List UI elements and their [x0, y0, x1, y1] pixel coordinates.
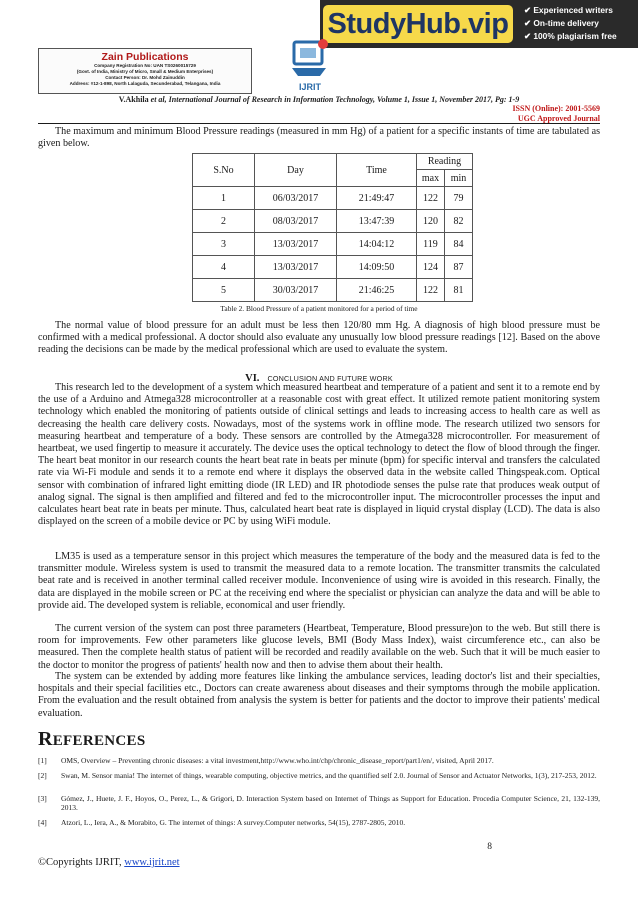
conclusion-paragraph-2: LM35 is used as a temperature sensor in this project which measures the temperature of the body and the measured data is fed to the transmitter module. Wireless system is used to transmit the measured data to a remote location. The transmitter transmits the calculated beat rate and is received in another terminal called receiver module. Inconvenience of using wire is avoided in this research. Finally, the data are displayed in the mobile screen or PC at the receiving end where the specialist or physician can analyze the data and will be able to provide aid. The developed system is reliable, economical and user friendly.	[38, 551, 600, 611]
reference-number: [3]	[38, 794, 47, 803]
studyhub-banner[interactable]	[320, 0, 638, 48]
table-row	[193, 256, 473, 279]
copyright-footer	[38, 857, 180, 868]
header-max: max	[417, 170, 445, 187]
reference-item	[38, 794, 600, 813]
cell-time: 13:47:39	[337, 210, 417, 233]
header-sno: S.No	[193, 154, 255, 187]
cell-day: 30/03/2017	[255, 279, 337, 302]
table-row	[193, 187, 473, 210]
cell-max: 120	[417, 210, 445, 233]
conclusion-paragraph-4: The system can be extended by adding more features like linking the ambulance services, leading doctor's list and their specialties, hospitals and their special facilities etc., Doctors can create awareness about diseases and their symptoms through the mobile application. From the evaluation and the result obtained from analysis the system is better for patients and the doctor to improve their patients' medical evaluation.	[38, 671, 600, 719]
cell-min: 81	[445, 279, 473, 302]
copyright-text: ©Copyrights IJRIT,	[38, 857, 125, 868]
publisher-box	[38, 48, 252, 94]
publisher-line: Address: #12-1-898, North Lalaguda, Secunderabad, Telangana, India	[69, 81, 221, 86]
cell-min: 79	[445, 187, 473, 210]
conclusion-paragraph-1: This research led to the development of a system which measured heartbeat and temperature of a patient and sent it to a remote end by the use of a Arduino and Atmega328 microcontroller at a reasonable cost with great effect. It utilized remote patient monitoring system technology which enabled the monitoring of patients outside of clinical settings and leads to increasing access to health care as well as decreasing the health care delivery costs. Nowadays, most of the systems work in offline mode. The research utilized two sensors for measuring heartbeat and temperature of a body. These sensors are controlled by the Atmega328 microcontroller. For measurement of heartbeat, we used fingertip to measure it accurately. The device uses the optical technology to detect the flow of blood through the finger. The heart beat monitor in our research counts the heart beat rate in beats per minute (bpm) for specific interval and transfers the calculated rate via Wi-Fi module and sends it to a remote end where it displays the observed data in the website called Thingspeak.com. Optical sensor with combination of infrared light emitting diode (IR LED) and IR photodiode senses the pulse rate that produces weak output of analog signal. The signal is then amplified and filtered and fed to the microcontroller input. The microcontroller processes the input and calculates heart beat rate in beats per minute. Thus, calculated heart beat rate is displayed in liquid crystal display (LCD). The data is also displayed on the screen of a mobile device or PC by using WiFi module.	[38, 382, 600, 528]
table-row	[193, 279, 473, 302]
cell-sno: 5	[193, 279, 255, 302]
section-title: CONCLUSION AND FUTURE WORK	[267, 374, 393, 383]
cell-day: 06/03/2017	[255, 187, 337, 210]
page-number: 8	[487, 842, 492, 852]
citation-rest: et al, International Journal of Research in Information Technology, Volume 1, Issue 1, November 2017, Pg: 1-9	[150, 95, 520, 104]
references-heading	[38, 728, 145, 751]
ugc-note: UGC Approved Journal	[517, 114, 600, 123]
cell-time: 21:49:47	[337, 187, 417, 210]
section-number: VI.	[245, 373, 260, 384]
cell-day: 13/03/2017	[255, 256, 337, 279]
cell-sno: 1	[193, 187, 255, 210]
reference-text: Swan, M. Sensor mania! The internet of things, wearable computing, objective metrics, and the quantified self 2.0. Journal of Sensor and Actuator Networks, 1(3), 217-253, 2012.	[61, 771, 597, 780]
header-min: min	[445, 170, 473, 187]
cell-min: 82	[445, 210, 473, 233]
cell-day: 08/03/2017	[255, 210, 337, 233]
table-caption: Table 2. Blood Pressure of a patient monitored for a period of time	[220, 304, 418, 313]
cell-time: 14:04:12	[337, 233, 417, 256]
cell-sno: 3	[193, 233, 255, 256]
table-row	[193, 233, 473, 256]
cell-max: 122	[417, 279, 445, 302]
issn: ISSN (Online): 2001-5569	[512, 104, 600, 113]
citation-author: V.Akhila	[118, 95, 149, 104]
cell-day: 13/03/2017	[255, 233, 337, 256]
reference-number: [2]	[38, 771, 47, 780]
header-divider	[38, 123, 600, 124]
cell-min: 87	[445, 256, 473, 279]
header-time: Time	[337, 154, 417, 187]
header-reading: Reading	[417, 154, 473, 170]
feature-plagiarism: ✔ 100% plagiarism free	[524, 31, 617, 41]
references-heading-initial: R	[38, 728, 53, 750]
publisher-line: Contact Person: Dr. Mohd Zainuddin	[105, 75, 185, 80]
cell-time: 21:46:25	[337, 279, 417, 302]
publisher-title: Zain Publications	[101, 51, 189, 63]
ijrit-logo-text: IJRIT	[298, 82, 321, 92]
reference-item	[38, 771, 600, 780]
journal-citation	[0, 95, 638, 104]
studyhub-logo[interactable]: StudyHub.vip	[323, 5, 513, 43]
normal-bp-paragraph: The normal value of blood pressure for an adult must be less then 120/80 mm Hg. A diagnosis of high blood pressure must be confirmed with a medical professional. A doctor should also evaluate any unusually low blood pressure readings [12]. Based on the above reading the decisions can be made by the medical professional which are used to evaluate the system.	[38, 320, 600, 356]
conclusion-paragraph-3: The current version of the system can post three parameters (Heartbeat, Temperature, Blood pressure)on to the web. But still there is room for improvements. Few other parameters like glucose levels, BMI (Body Mass Index), waist circumference etc., can also be measured. Then the complete health status of patient will be recorded and readily available on the web. Such that it will be much easier to the doctor to monitor the progress of patients' health now and then to advise them about their health.	[38, 623, 600, 671]
ijrit-website-link[interactable]: www.ijrit.net	[124, 857, 180, 868]
table-header-row	[193, 154, 473, 170]
cell-sno: 2	[193, 210, 255, 233]
cell-max: 124	[417, 256, 445, 279]
publisher-line: Company Registration No: UAN TS0260015729	[94, 63, 196, 68]
cell-max: 122	[417, 187, 445, 210]
publisher-line: (Govt. of India, Ministry of Micro, Small & Medium Enterprises)	[76, 69, 214, 74]
cell-min: 84	[445, 233, 473, 256]
table-row	[193, 210, 473, 233]
header-day: Day	[255, 154, 337, 187]
banner-features	[524, 4, 636, 43]
reference-text: Atzori, L., Iera, A., & Morabito, G. The internet of things: A survey.Computer networks, 54(15), 2787-2805, 2010.	[61, 818, 406, 827]
feature-delivery: ✔ On-time delivery	[524, 18, 599, 28]
reference-number: [1]	[38, 756, 47, 765]
reference-text: Gómez, J., Huete, J. F., Hoyos, O., Perez, L., & Grigori, D. Interaction System based on Internet of Things as Support for Education. Procedia Computer Science, 21, 132-139, 2013.	[61, 794, 600, 813]
cell-time: 14:09:50	[337, 256, 417, 279]
cell-sno: 4	[193, 256, 255, 279]
reference-text: OMS, Overview – Preventing chronic diseases: a vital investment,http://www.who.int/chp/chronic_disease_report/part1/en/, visited, April 2017.	[61, 756, 494, 765]
reference-number: [4]	[38, 818, 47, 827]
reference-item	[38, 818, 600, 827]
reference-item	[38, 756, 600, 765]
bp-table	[192, 153, 473, 302]
feature-writers: ✔ Experienced writers	[524, 5, 613, 15]
references-heading-rest: EFERENCES	[52, 733, 146, 749]
cell-max: 119	[417, 233, 445, 256]
intro-paragraph: The maximum and minimum Blood Pressure readings (measured in mm Hg) of a patient for a specific instants of time are tabulated as given below.	[38, 126, 600, 150]
